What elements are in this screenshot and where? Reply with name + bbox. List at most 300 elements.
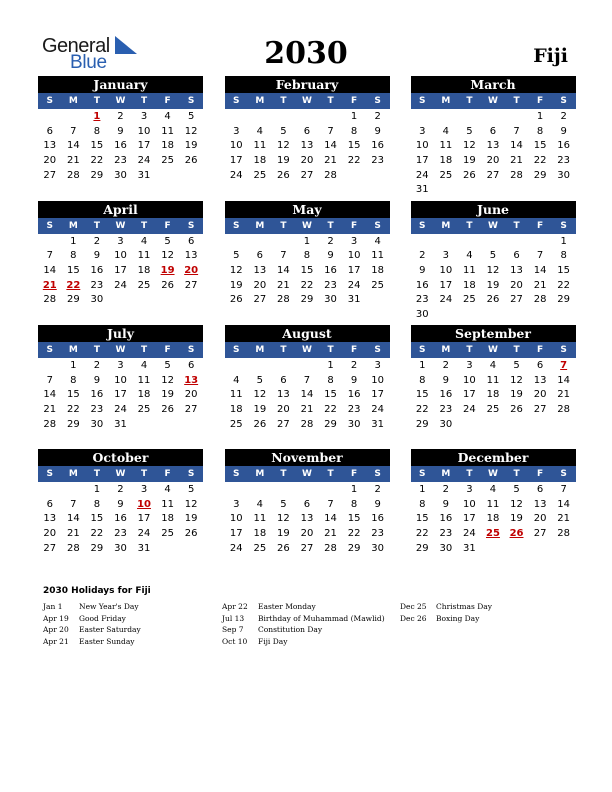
day-cell: 5 <box>489 250 497 262</box>
empty-cell <box>505 235 529 250</box>
weekday-label: S <box>233 220 240 231</box>
holiday-day-cell: 25 <box>486 528 500 540</box>
holiday-day-cell: 7 <box>560 360 568 371</box>
month-april <box>38 201 203 308</box>
day-cell: 20 <box>533 389 547 401</box>
day-cell: 30 <box>415 308 429 320</box>
day-cell: 8 <box>350 498 358 510</box>
day-cell: 18 <box>137 264 151 276</box>
weekday-label: T <box>140 96 148 106</box>
day-cell: 4 <box>374 235 381 247</box>
day-cell: 5 <box>513 484 520 495</box>
day-cell: 21 <box>43 404 57 416</box>
day-cell: 21 <box>324 155 337 167</box>
day-cell: 1 <box>70 360 77 371</box>
weekday-label: S <box>233 96 240 106</box>
day-cell: 8 <box>419 374 426 386</box>
day-cell: 18 <box>253 528 267 540</box>
day-cell: 10 <box>114 374 127 386</box>
weekday-row <box>225 466 390 482</box>
day-cell: 8 <box>70 374 77 386</box>
day-grid <box>38 109 203 183</box>
day-cell: 14 <box>300 389 314 401</box>
day-cell: 30 <box>90 294 104 306</box>
weekday-label: M <box>441 345 451 355</box>
day-cell: 26 <box>486 294 500 306</box>
day-cell: 1 <box>93 484 101 495</box>
weekday-label: T <box>280 220 287 231</box>
day-cell: 17 <box>371 389 385 401</box>
day-cell: 9 <box>93 250 101 262</box>
day-cell: 5 <box>513 360 520 371</box>
day-cell: 4 <box>140 235 148 247</box>
day-cell: 30 <box>114 169 127 181</box>
day-cell: 13 <box>253 264 267 276</box>
month-july <box>38 325 203 432</box>
day-cell: 6 <box>46 125 53 137</box>
day-cell: 16 <box>415 279 429 291</box>
day-cell: 17 <box>137 513 151 525</box>
day-cell: 19 <box>510 513 523 525</box>
day-cell: 19 <box>510 389 523 401</box>
day-cell: 4 <box>466 250 473 262</box>
day-cell: 21 <box>510 155 523 167</box>
month-august <box>225 325 390 432</box>
day-cell: 3 <box>466 360 473 371</box>
empty-cell <box>481 235 505 250</box>
day-cell: 2 <box>419 250 426 262</box>
empty-cell <box>295 110 319 125</box>
day-cell: 23 <box>371 528 385 540</box>
day-cell: 19 <box>229 279 243 291</box>
day-cell: 17 <box>463 389 476 401</box>
holiday-row <box>43 601 223 613</box>
day-cell: 11 <box>137 374 151 386</box>
holidays-title: 2030 Holidays for Fiji <box>43 586 151 596</box>
day-cell: 20 <box>510 279 523 291</box>
day-cell: 1 <box>560 235 567 247</box>
day-cell: 24 <box>371 404 385 416</box>
day-cell: 4 <box>256 498 264 510</box>
day-cell: 12 <box>184 125 198 137</box>
day-cell: 10 <box>137 125 151 137</box>
weekday-label: M <box>441 469 451 479</box>
day-grid <box>411 482 576 556</box>
empty-cell <box>38 359 62 374</box>
weekday-row <box>38 93 203 109</box>
weekday-label: W <box>488 469 498 479</box>
day-cell: 12 <box>510 374 523 386</box>
weekday-row <box>411 342 576 358</box>
day-cell: 9 <box>442 374 450 386</box>
weekday-label: S <box>187 469 195 479</box>
day-cell: 22 <box>324 404 337 416</box>
day-cell: 4 <box>164 484 171 495</box>
day-cell: 25 <box>161 155 174 167</box>
holiday-date: Oct 10 <box>222 636 248 646</box>
day-cell: 27 <box>184 279 198 291</box>
day-cell: 10 <box>463 374 476 386</box>
empty-cell <box>272 235 296 250</box>
day-cell: 28 <box>43 294 57 306</box>
day-cell: 15 <box>90 513 104 525</box>
day-cell: 4 <box>489 360 497 371</box>
weekday-label: W <box>488 220 498 231</box>
day-cell: 26 <box>510 404 523 416</box>
day-cell: 3 <box>466 484 473 495</box>
weekday-row <box>38 342 203 358</box>
day-cell: 9 <box>327 250 334 262</box>
day-cell: 13 <box>300 513 314 525</box>
weekday-row <box>225 93 390 109</box>
day-cell: 8 <box>93 125 101 137</box>
weekday-label: T <box>327 96 334 106</box>
day-cell: 27 <box>486 169 500 181</box>
day-cell: 21 <box>557 389 571 401</box>
day-cell: 20 <box>253 279 267 291</box>
day-cell: 21 <box>277 279 290 291</box>
day-cell: 11 <box>371 250 385 262</box>
day-cell: 3 <box>233 498 240 510</box>
day-cell: 16 <box>439 389 453 401</box>
weekday-row <box>38 218 203 234</box>
day-cell: 26 <box>277 169 290 181</box>
day-cell: 16 <box>371 513 385 525</box>
holiday-date: Jul 13 <box>222 613 245 623</box>
holiday-day-cell: 22 <box>66 279 81 291</box>
day-grid <box>411 234 576 323</box>
holiday-row <box>222 636 402 648</box>
day-cell: 30 <box>371 542 385 554</box>
day-cell: 18 <box>486 513 500 525</box>
empty-cell <box>62 483 86 498</box>
day-cell: 24 <box>114 279 127 291</box>
holiday-row <box>222 613 402 625</box>
day-cell: 29 <box>324 418 337 430</box>
day-cell: 16 <box>347 389 361 401</box>
day-cell: 22 <box>533 155 547 167</box>
day-cell: 25 <box>253 169 267 181</box>
day-cell: 3 <box>350 235 358 247</box>
holiday-date: Apr 22 <box>222 602 248 611</box>
day-cell: 17 <box>137 140 151 152</box>
day-cell: 5 <box>164 360 171 371</box>
day-cell: 26 <box>463 169 476 181</box>
day-cell: 15 <box>300 264 314 276</box>
day-cell: 11 <box>439 140 453 152</box>
day-cell: 29 <box>415 542 429 554</box>
weekday-label: S <box>560 220 567 231</box>
day-cell: 20 <box>43 528 57 540</box>
day-cell: 24 <box>347 279 361 291</box>
day-grid <box>225 234 390 308</box>
weekday-label: S <box>419 469 426 479</box>
weekday-label: S <box>233 469 240 479</box>
day-cell: 18 <box>161 513 174 525</box>
day-grid <box>38 482 203 556</box>
day-cell: 16 <box>114 513 127 525</box>
weekday-label: W <box>302 220 312 231</box>
day-cell: 29 <box>533 169 547 181</box>
empty-cell <box>272 110 296 125</box>
weekday-label: F <box>537 96 544 106</box>
day-cell: 27 <box>533 528 547 540</box>
month-february <box>225 76 390 183</box>
day-cell: 9 <box>560 125 567 137</box>
holiday-day-cell: 19 <box>160 264 175 276</box>
day-cell: 10 <box>371 374 385 386</box>
day-cell: 15 <box>66 389 80 401</box>
day-cell: 25 <box>439 169 453 181</box>
day-cell: 18 <box>439 155 453 167</box>
weekday-label: M <box>255 345 265 355</box>
day-cell: 21 <box>557 513 571 525</box>
day-cell: 25 <box>253 542 267 554</box>
day-cell: 6 <box>536 360 544 371</box>
weekday-label: T <box>466 220 473 231</box>
day-cell: 11 <box>486 374 500 386</box>
day-cell: 6 <box>513 250 520 262</box>
holiday-name: Boxing Day <box>436 613 480 623</box>
weekday-row <box>411 466 576 482</box>
month-december <box>411 449 576 556</box>
day-cell: 26 <box>161 404 174 416</box>
holiday-column <box>400 601 580 624</box>
day-cell: 15 <box>557 264 571 276</box>
day-cell: 18 <box>253 155 267 167</box>
day-cell: 4 <box>233 374 240 386</box>
holiday-day-cell: 10 <box>137 498 151 510</box>
day-cell: 31 <box>114 418 127 430</box>
day-cell: 23 <box>114 155 127 167</box>
day-cell: 12 <box>277 140 290 152</box>
month-header: June <box>411 201 576 218</box>
day-cell: 7 <box>46 374 53 386</box>
empty-cell <box>225 483 249 498</box>
holiday-row <box>222 601 402 613</box>
day-cell: 25 <box>463 294 476 306</box>
day-cell: 9 <box>117 498 124 510</box>
day-cell: 18 <box>229 404 243 416</box>
day-cell: 5 <box>280 125 287 137</box>
holiday-row <box>400 601 580 613</box>
day-cell: 7 <box>327 498 334 510</box>
day-cell: 21 <box>533 279 547 291</box>
weekday-label: T <box>327 345 334 355</box>
day-cell: 25 <box>486 404 500 416</box>
day-cell: 15 <box>347 140 361 152</box>
day-grid <box>38 234 203 308</box>
day-cell: 7 <box>280 250 287 262</box>
weekday-label: S <box>374 345 381 355</box>
weekday-label: F <box>164 345 171 355</box>
empty-cell <box>411 235 435 250</box>
day-cell: 18 <box>137 389 151 401</box>
day-cell: 22 <box>66 404 80 416</box>
day-cell: 30 <box>439 542 453 554</box>
month-march <box>411 76 576 198</box>
day-cell: 29 <box>90 542 104 554</box>
month-january <box>38 76 203 183</box>
weekday-label: S <box>187 220 195 231</box>
day-cell: 1 <box>350 111 358 122</box>
day-cell: 30 <box>439 418 453 430</box>
logo-text-general: General <box>42 35 110 57</box>
day-cell: 20 <box>300 528 314 540</box>
day-cell: 31 <box>415 184 429 196</box>
day-cell: 1 <box>419 360 426 371</box>
day-cell: 20 <box>300 155 314 167</box>
weekday-label: S <box>187 345 195 355</box>
day-cell: 14 <box>277 264 290 276</box>
day-cell: 12 <box>161 374 174 386</box>
day-cell: 25 <box>161 528 174 540</box>
month-october <box>38 449 203 556</box>
weekday-label: M <box>68 469 78 479</box>
weekday-label: T <box>513 96 520 106</box>
day-cell: 30 <box>90 418 104 430</box>
day-cell: 27 <box>510 294 523 306</box>
day-cell: 28 <box>300 418 314 430</box>
day-cell: 14 <box>510 140 523 152</box>
empty-cell <box>528 235 552 250</box>
day-cell: 28 <box>324 542 337 554</box>
day-cell: 26 <box>184 528 198 540</box>
day-cell: 12 <box>253 389 267 401</box>
day-cell: 10 <box>439 264 453 276</box>
day-cell: 25 <box>371 279 385 291</box>
weekday-row <box>225 342 390 358</box>
day-cell: 13 <box>510 264 523 276</box>
empty-cell <box>505 110 529 125</box>
day-cell: 2 <box>442 360 450 371</box>
weekday-label: F <box>351 345 358 355</box>
day-cell: 11 <box>486 498 500 510</box>
day-cell: 13 <box>533 374 547 386</box>
weekday-label: S <box>374 96 381 106</box>
weekday-row <box>225 218 390 234</box>
weekday-label: S <box>560 96 567 106</box>
holiday-name: Fiji Day <box>258 636 288 646</box>
day-cell: 11 <box>253 140 267 152</box>
weekday-label: F <box>351 469 358 479</box>
day-cell: 31 <box>347 294 361 306</box>
holiday-day-cell: 20 <box>184 264 199 276</box>
day-cell: 12 <box>510 498 523 510</box>
weekday-label: T <box>327 220 334 231</box>
day-cell: 21 <box>66 155 80 167</box>
weekday-label: M <box>255 220 265 231</box>
empty-cell <box>272 359 296 374</box>
day-cell: 27 <box>277 418 290 430</box>
day-cell: 23 <box>114 528 127 540</box>
weekday-row <box>411 93 576 109</box>
day-cell: 8 <box>350 125 358 137</box>
day-cell: 11 <box>161 498 174 510</box>
day-cell: 23 <box>557 155 571 167</box>
day-cell: 16 <box>90 389 104 401</box>
day-cell: 22 <box>90 155 104 167</box>
weekday-label: F <box>164 220 171 231</box>
day-cell: 22 <box>90 528 104 540</box>
day-cell: 23 <box>415 294 429 306</box>
weekday-label: M <box>68 345 78 355</box>
weekday-row <box>411 218 576 234</box>
day-cell: 10 <box>114 250 127 262</box>
day-grid <box>411 358 576 432</box>
day-cell: 17 <box>114 264 127 276</box>
day-cell: 20 <box>533 513 547 525</box>
day-grid <box>225 109 390 183</box>
day-cell: 14 <box>43 389 57 401</box>
day-cell: 29 <box>415 418 429 430</box>
day-cell: 3 <box>442 250 450 262</box>
day-cell: 14 <box>66 513 80 525</box>
day-cell: 5 <box>256 374 264 386</box>
weekday-label: T <box>513 345 520 355</box>
day-cell: 6 <box>280 374 287 386</box>
day-cell: 12 <box>277 513 290 525</box>
day-cell: 7 <box>513 125 520 137</box>
day-cell: 1 <box>350 484 358 495</box>
weekday-label: S <box>419 345 426 355</box>
day-cell: 1 <box>70 235 77 247</box>
months-grid <box>38 76 576 576</box>
day-cell: 22 <box>300 279 314 291</box>
day-cell: 28 <box>533 294 547 306</box>
holiday-name: Easter Sunday <box>79 636 135 646</box>
weekday-label: T <box>140 345 148 355</box>
day-cell: 23 <box>347 404 361 416</box>
day-cell: 6 <box>303 125 311 137</box>
day-cell: 2 <box>117 111 124 122</box>
empty-cell <box>272 483 296 498</box>
month-september <box>411 325 576 432</box>
month-header: August <box>225 325 390 342</box>
day-cell: 5 <box>187 111 195 122</box>
day-cell: 2 <box>117 484 124 495</box>
day-grid <box>411 109 576 198</box>
holiday-name: New Year's Day <box>79 602 139 611</box>
day-cell: 11 <box>137 250 151 262</box>
weekday-label: S <box>419 96 426 106</box>
empty-cell <box>434 235 458 250</box>
day-cell: 29 <box>557 294 571 306</box>
day-cell: 23 <box>439 528 453 540</box>
day-cell: 1 <box>536 111 544 122</box>
day-cell: 7 <box>536 250 544 262</box>
day-cell: 22 <box>415 404 429 416</box>
day-cell: 2 <box>374 111 381 122</box>
weekday-label: T <box>513 220 520 231</box>
holiday-date: Sep 7 <box>222 625 244 634</box>
day-cell: 28 <box>510 169 523 181</box>
holiday-column <box>222 601 402 647</box>
holiday-name: Birthday of Muhammad (Mawlid) <box>258 613 385 623</box>
weekday-label: M <box>441 96 451 106</box>
day-cell: 13 <box>184 250 198 262</box>
day-cell: 2 <box>93 360 101 371</box>
holiday-name: Constitution Day <box>258 625 323 634</box>
weekday-label: W <box>302 469 312 479</box>
day-cell: 19 <box>486 279 500 291</box>
holiday-day-cell: 13 <box>184 374 199 386</box>
year-title: 2030 <box>264 36 348 71</box>
day-cell: 9 <box>350 374 358 386</box>
weekday-label: W <box>115 220 126 231</box>
day-cell: 18 <box>371 264 385 276</box>
day-cell: 19 <box>253 404 267 416</box>
